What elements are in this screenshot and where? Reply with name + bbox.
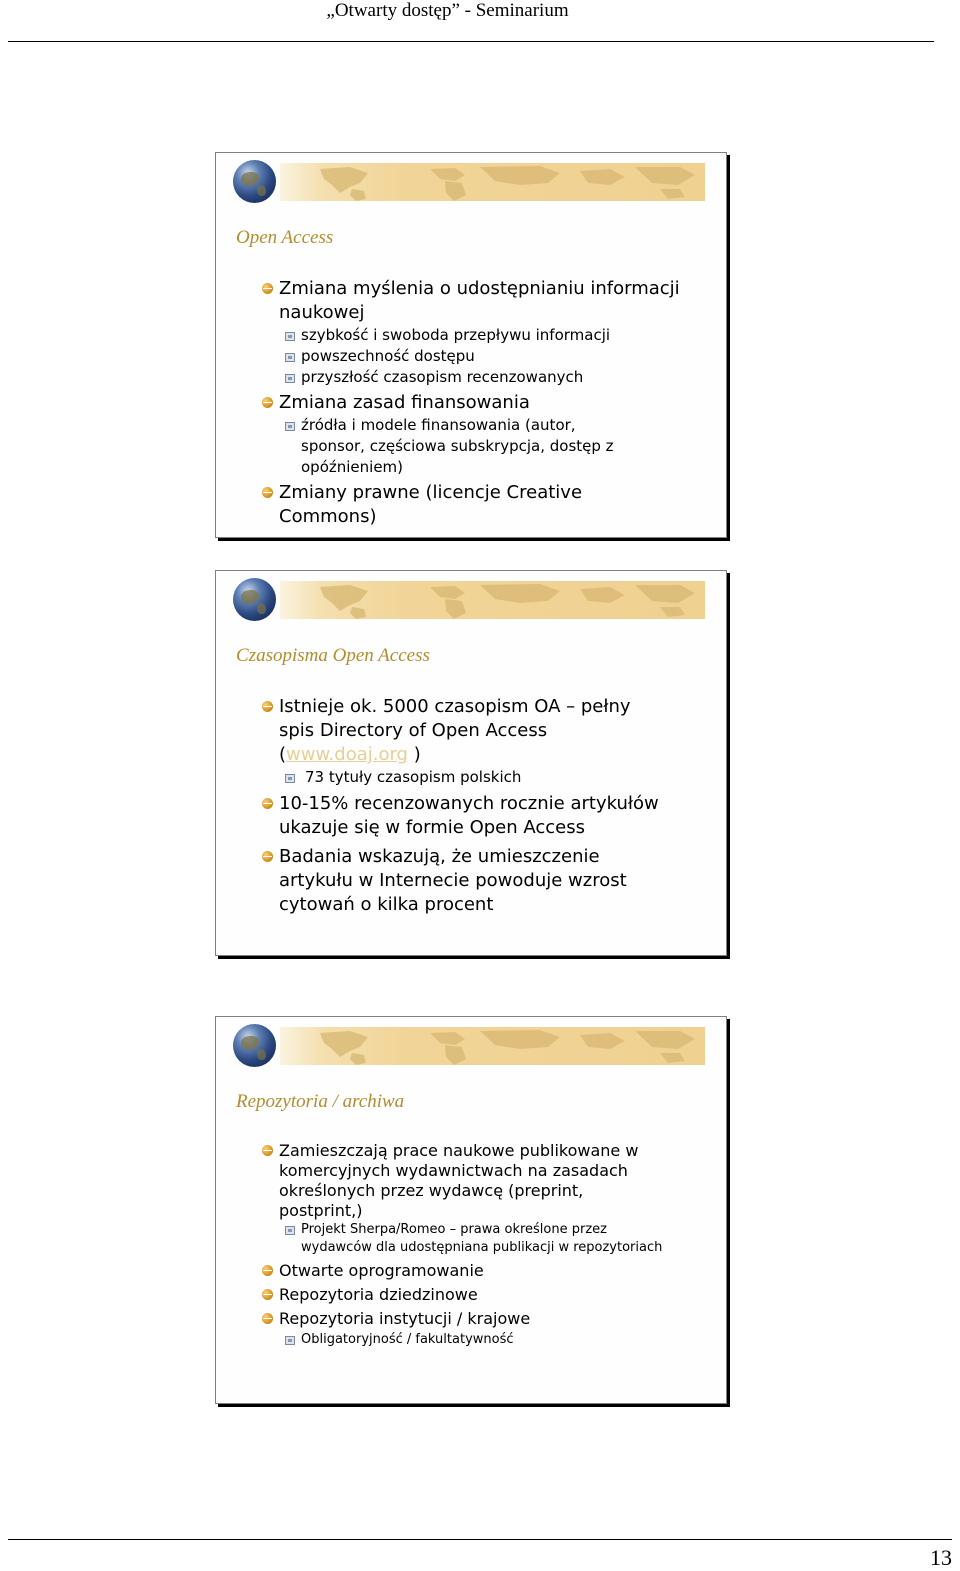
world-map-banner [280,1027,705,1065]
sub-bullet-icon [285,422,295,431]
sub-bullet-icon [285,1226,295,1235]
header-rule [8,41,934,42]
globe-icon [233,160,276,203]
world-map-banner [280,163,705,201]
sub-bullet-icon [285,353,295,362]
world-map-icon [280,163,705,201]
list-item: Zmiana zasad finansowania [260,391,680,415]
doaj-link[interactable]: www.doaj.org [286,744,408,765]
list-item: Zmiana myślenia o udostępnianiu informacji naukowej [260,277,680,325]
bullet-icon [262,487,273,498]
page-number: 13 [930,1545,952,1570]
bullet-icon [262,798,273,809]
world-map-banner [280,581,705,619]
bullet-list [260,277,680,529]
list-item: przyszłość czasopism recenzowanych [260,367,680,388]
footer-rule [8,1539,952,1540]
list-item: Obligatoryjność / fakultatywność [260,1331,675,1349]
bullet-icon [262,1289,273,1300]
bullet-icon [262,1265,273,1276]
sub-bullet-icon [285,374,295,383]
slide-czasopisma-open-access [215,570,727,956]
list-item: powszechność dostępu [260,346,680,367]
list-item: Badania wskazują, że umieszczenie artykułu w Internecie powoduje wzrost cytowań o kilka procent [260,845,660,917]
page-header-title: „Otwarty dostęp” - Seminarium [326,0,569,21]
bullet-icon [262,283,273,294]
globe-icon [233,578,276,621]
slide-open-access [215,152,727,538]
bullet-icon [262,397,273,408]
list-item: Projekt Sherpa/Romeo – prawa określone przez wydawców dla udostępniana publikacji w repozytoriach [260,1221,675,1257]
bullet-icon [262,851,273,862]
bullet-list [260,1141,675,1349]
list-item: Istnieje ok. 5000 czasopism OA – pełny spis Directory of Open Access (www.doaj.org ) [260,695,660,767]
list-item: Zmiany prawne (licencje Creative Commons) [260,481,680,529]
list-item: Otwarte oprogramowanie [260,1261,675,1281]
bullet-list [260,695,660,917]
list-item: 73 tytuły czasopism polskich [260,767,660,788]
list-item: źródła i modele finansowania (autor, sponsor, częściowa subskrypcja, dostęp z opóźnieniem) [260,415,636,478]
slide-title: Repozytoria / archiwa [236,1091,405,1112]
sub-bullet-icon [285,774,295,783]
globe-icon [233,1024,276,1067]
sub-bullet-icon [285,1336,295,1345]
bullet-icon [262,701,273,712]
list-item: Repozytoria dziedzinowe [260,1285,675,1305]
bullet-icon [262,1313,273,1324]
bullet-icon [262,1145,273,1156]
world-map-icon [280,1027,705,1065]
slide-title: Open Access [236,227,334,248]
list-item: Repozytoria instytucji / krajowe [260,1309,675,1329]
list-item: Zamieszczają prace naukowe publikowane w komercyjnych wydawnictwach na zasadach określonych przez wydawcę (preprint, postprint,) [260,1141,649,1221]
world-map-icon [280,581,705,619]
sub-bullet-icon [285,332,295,341]
list-item: szybkość i swoboda przepływu informacji [260,325,680,346]
slide-repozytoria-archiwa [215,1016,727,1404]
list-item: 10-15% recenzowanych rocznie artykułów ukazuje się w formie Open Access [260,792,660,840]
slide-title: Czasopisma Open Access [236,645,430,666]
